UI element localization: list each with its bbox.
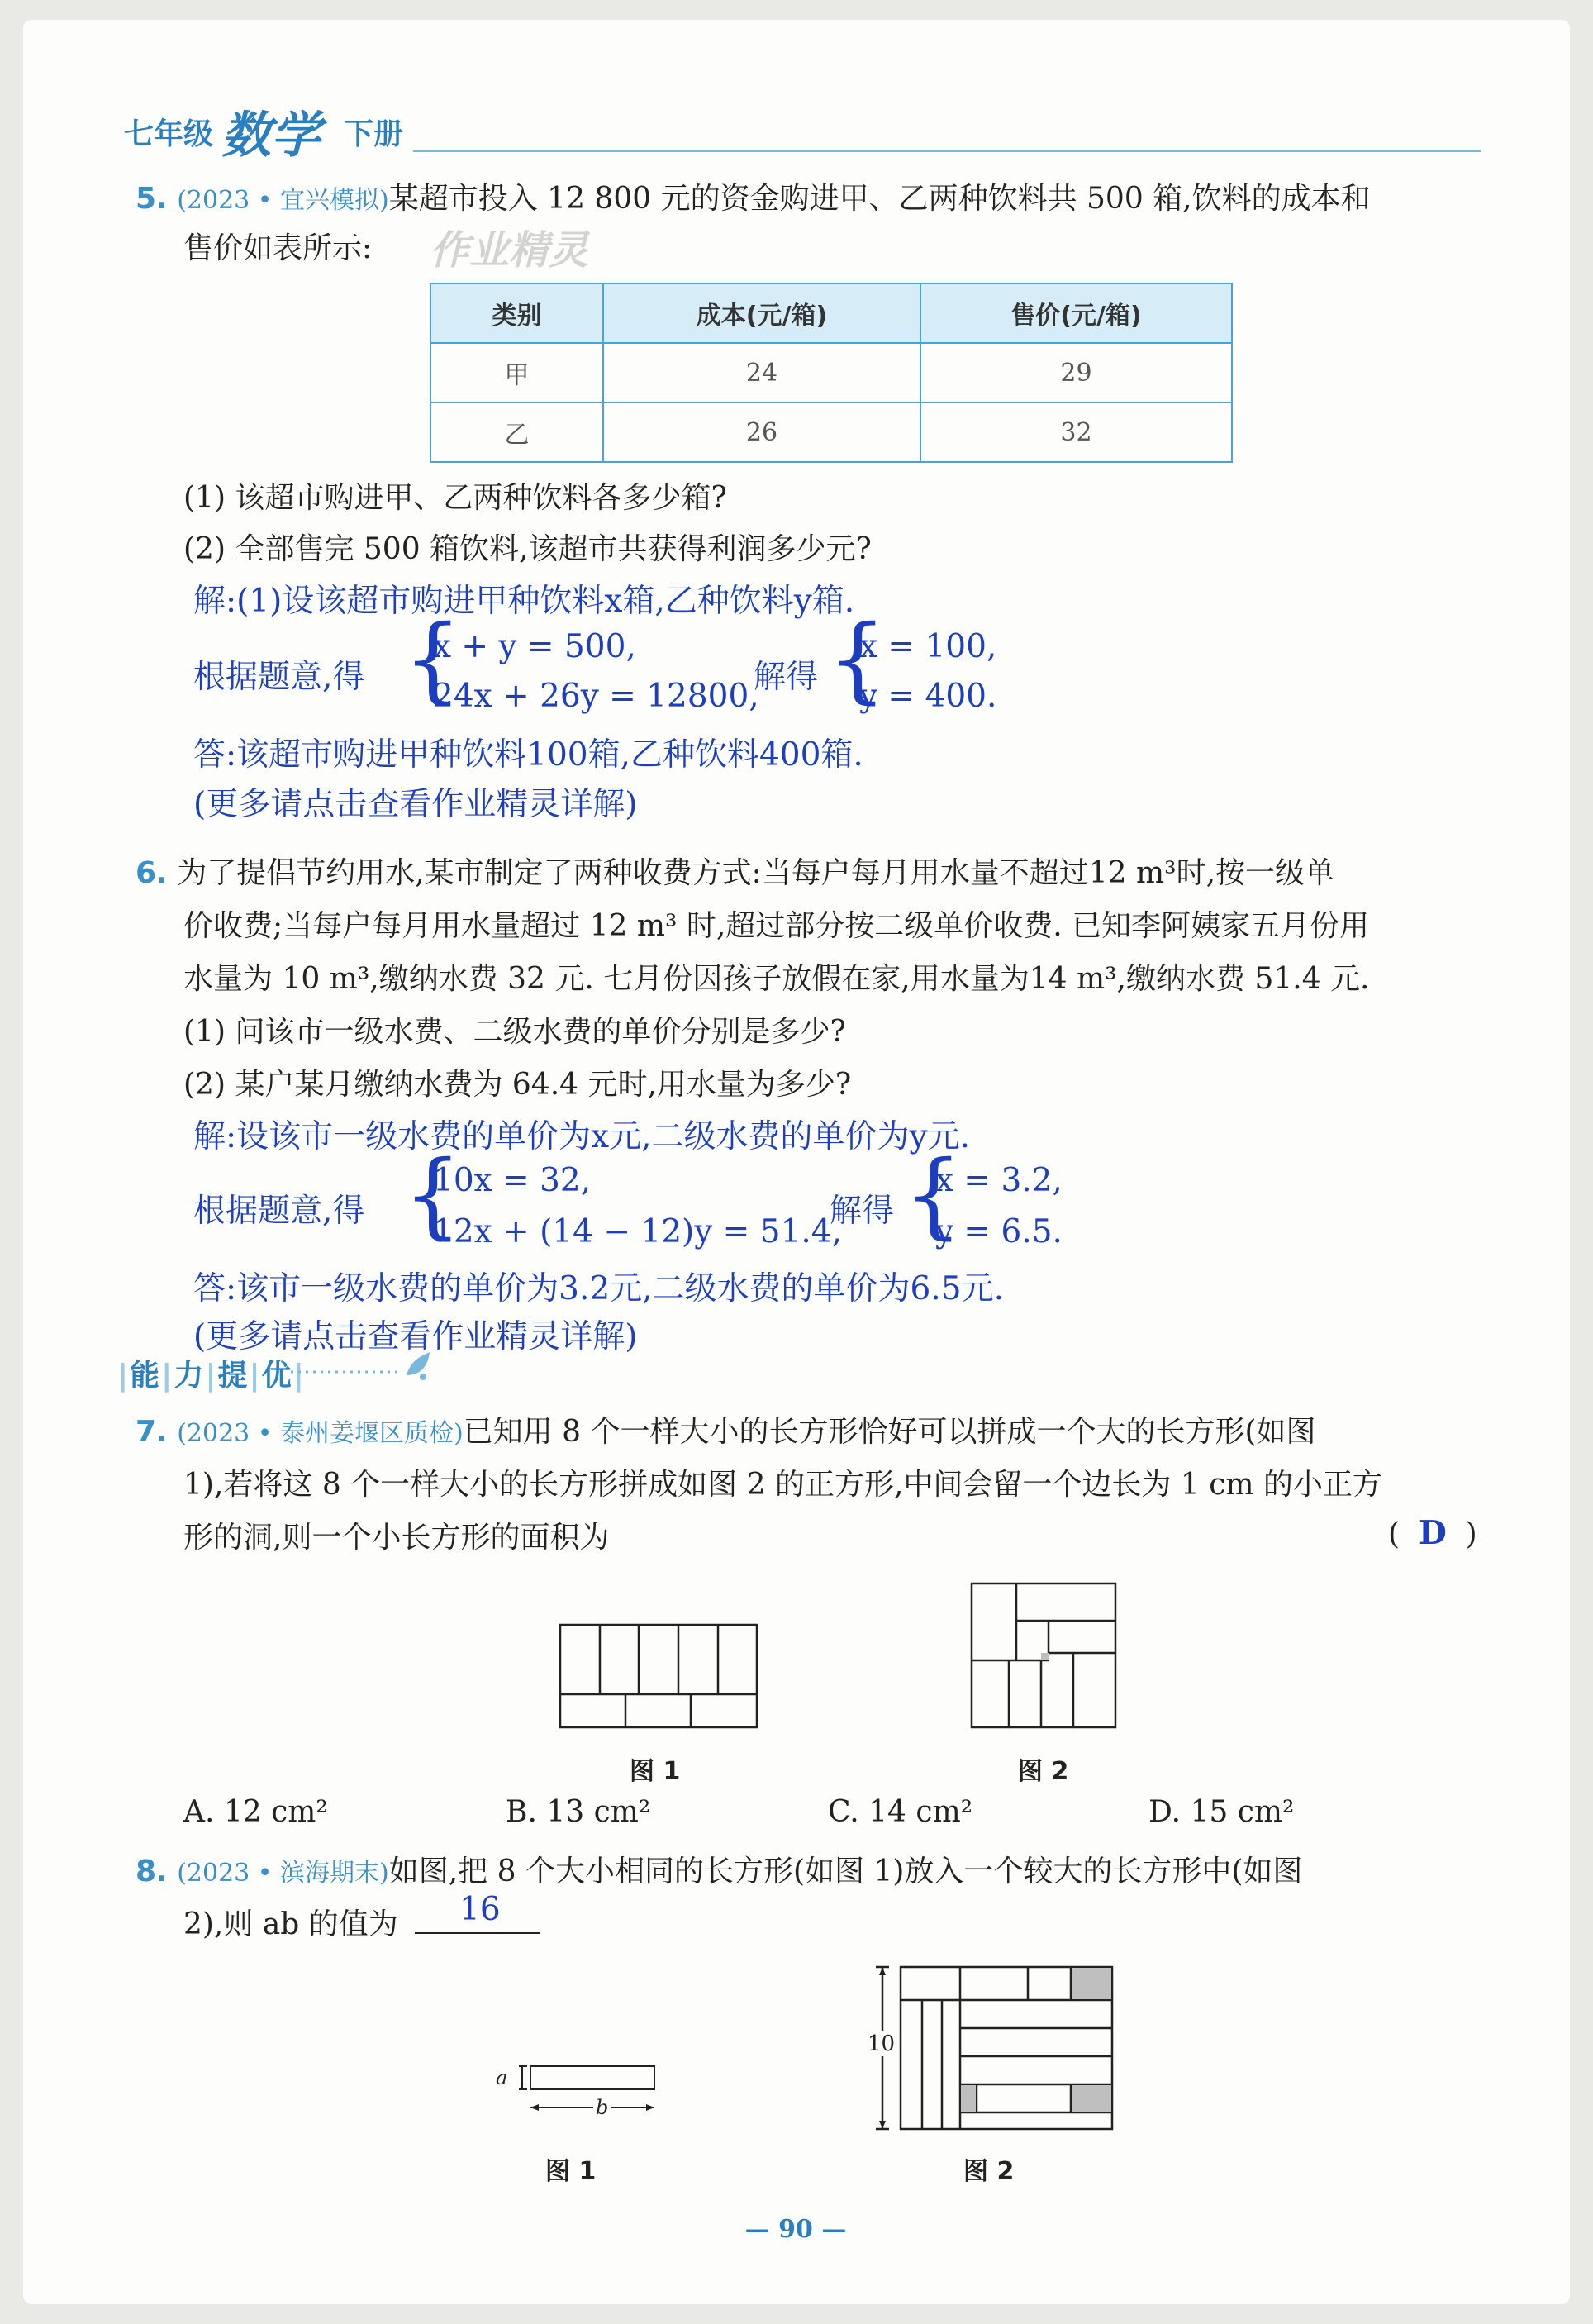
- q8-figure-1-caption: 图 1: [545, 2157, 597, 2186]
- q6-stem1: 为了提倡节约用水,某市制定了两种收费方式:当每户每月用水量不超过12 m³时,按一级单: [177, 856, 1335, 890]
- q5-solve-label: 解得: [754, 659, 819, 696]
- q6-sub2: (2) 某户某月缴纳水费为 64.4 元时,用水量为多少?: [183, 1068, 852, 1102]
- table-header-cell: 成本(元/箱): [603, 283, 920, 343]
- q5-number: 5.: [136, 182, 168, 216]
- q6-answer: 答:该市一级水费的单价为3.2元,二级水费的单价为6.5元.: [193, 1270, 1004, 1307]
- table-row: [430, 343, 1232, 402]
- table-cell: 29: [920, 343, 1232, 402]
- q6-result-1: x = 3.2,: [935, 1162, 1063, 1199]
- q8-label-b: b: [593, 2096, 611, 2119]
- q6-number: 6.: [136, 856, 168, 890]
- q8-stem2: 2),则 ab 的值为: [183, 1907, 398, 1941]
- section-title: |能|力|提|优|: [117, 1359, 306, 1393]
- watermark: 作业精灵: [430, 227, 589, 274]
- q5-sub2: (2) 全部售完 500 箱饮料,该超市共获得利润多少元?: [183, 532, 872, 566]
- q6-solution-prefix: 根据题意,得: [193, 1193, 365, 1230]
- q5-source: (2023 • 宜兴模拟): [177, 186, 389, 215]
- q7-option-d: D. 15 cm²: [1148, 1795, 1295, 1829]
- q7-stem2: 1),若将这 8 个一样大小的长方形拼成如图 2 的正方形,中间会留一个边长为 1 cm 的小正方: [183, 1468, 1382, 1502]
- q5-solution-line1: 解:(1)设该超市购进甲种饮料x箱,乙种饮料y箱.: [193, 583, 855, 620]
- q5-solution-prefix: 根据题意,得: [193, 659, 365, 696]
- header-subject: 数学: [221, 107, 321, 164]
- q5-stem1: 某超市投入 12 800 元的资金购进甲、乙两种饮料共 500 箱,饮料的成本和: [388, 182, 1371, 216]
- header-volume: 下册: [344, 117, 404, 151]
- q7-stem1: 已知用 8 个一样大小的长方形恰好可以拼成一个大的长方形(如图: [463, 1415, 1316, 1449]
- section-char: 优: [261, 1359, 293, 1393]
- q6-brace-1: {: [403, 1141, 463, 1249]
- q7-figure-1-caption: 图 1: [630, 1757, 681, 1786]
- q6-stem3: 水量为 10 m³,缴纳水费 32 元. 七月份因孩子放假在家,用水量为14 m³,缴纳水费 51.4 元.: [183, 962, 1370, 996]
- q8-source: (2023 • 滨海期末): [177, 1859, 389, 1888]
- q7-figure-2: [970, 1582, 1119, 1731]
- q8-line1: [136, 1848, 1302, 1890]
- q6-stem2: 价收费;当每户每月用水量超过 12 m³ 时,超过部分按二级单价收费. 已知李阿姨家五月份用: [183, 909, 1370, 943]
- cost-table: [430, 283, 1233, 463]
- q7-answer: D: [1418, 1514, 1447, 1552]
- q5-equation-1: x + y = 500,: [433, 628, 636, 665]
- q5-line1: [136, 175, 1371, 217]
- q8-label-a: a: [496, 2066, 508, 2089]
- q7-answer-bracket: ( D ): [1388, 1514, 1477, 1552]
- q6-equation-2: 12x + (14 − 12)y = 51.4,: [433, 1213, 842, 1250]
- table-cell: 24: [603, 343, 920, 402]
- q8-number: 8.: [136, 1855, 168, 1888]
- q5-result-2: y = 400.: [859, 678, 997, 715]
- q5-stem2: 售价如表所示:: [183, 231, 373, 265]
- q8-label-10: 10: [868, 2031, 896, 2056]
- q6-solve-label: 解得: [830, 1193, 895, 1230]
- table-cell: 26: [603, 402, 920, 462]
- q5-brace-2: {: [828, 606, 887, 713]
- q6-solution-line1: 解:设该市一级水费的单价为x元,二级水费的单价为y元.: [193, 1118, 970, 1155]
- section-char: 提: [217, 1359, 250, 1393]
- q7-source: (2023 • 泰州姜堰区质检): [177, 1419, 464, 1448]
- q5-result-1: x = 100,: [859, 628, 997, 665]
- table-cell: 甲: [430, 343, 603, 402]
- q6-equation-1: 10x = 32,: [433, 1162, 592, 1199]
- page-number: 90: [778, 2215, 813, 2244]
- header-rule: [413, 150, 1481, 152]
- q8-figure-2-caption: 图 2: [963, 2157, 1015, 2186]
- q5-sub1: (1) 该超市购进甲、乙两种饮料各多少箱?: [183, 481, 727, 515]
- header-grade: 七年级: [124, 117, 214, 151]
- page-number-wrap: — 90 —: [744, 2215, 847, 2244]
- q7-line1: [136, 1408, 1316, 1450]
- q8-figure-1: [499, 2056, 664, 2129]
- q8-figure-2: [866, 1959, 1122, 2132]
- table-cell: 32: [920, 402, 1232, 462]
- q7-option-c: C. 14 cm²: [828, 1795, 973, 1829]
- q6-more-link[interactable]: (更多请点击查看作业精灵详解): [193, 1318, 638, 1355]
- table-header-cell: 类别: [430, 283, 603, 343]
- q6-sub1: (1) 问该市一级水费、二级水费的单价分别是多少?: [183, 1015, 846, 1049]
- q5-answer: 答:该超市购进甲种饮料100箱,乙种饮料400箱.: [193, 736, 863, 774]
- q8-stem1: 如图,把 8 个大小相同的长方形(如图 1)放入一个较大的长方形中(如图: [388, 1855, 1303, 1888]
- q7-figure-2-caption: 图 2: [1018, 1757, 1069, 1786]
- section-char: 能: [130, 1359, 162, 1393]
- q8-answer-blank: [415, 1932, 540, 1934]
- q7-option-b: B. 13 cm²: [506, 1795, 651, 1829]
- table-cell: 乙: [430, 402, 603, 462]
- q7-figure-1: [559, 1623, 760, 1731]
- table-header-cell: 售价(元/箱): [920, 283, 1232, 343]
- q6-line1: [136, 850, 1334, 892]
- section-char: 力: [174, 1359, 206, 1393]
- section-decoration-icon: [291, 1350, 440, 1383]
- q5-equation-2: 24x + 26y = 12800,: [433, 678, 759, 715]
- q5-brace-1: {: [403, 606, 463, 713]
- table-row: [430, 402, 1232, 462]
- q7-option-a: A. 12 cm²: [183, 1795, 328, 1829]
- q7-stem3: 形的洞,则一个小长方形的面积为: [183, 1521, 610, 1555]
- q8-answer: 16: [459, 1891, 501, 1928]
- q6-brace-2: {: [904, 1141, 963, 1249]
- q5-more-link[interactable]: (更多请点击查看作业精灵详解): [193, 786, 638, 823]
- q7-number: 7.: [136, 1415, 168, 1449]
- table-header-row: [430, 283, 1232, 343]
- q6-result-2: y = 6.5.: [935, 1213, 1063, 1250]
